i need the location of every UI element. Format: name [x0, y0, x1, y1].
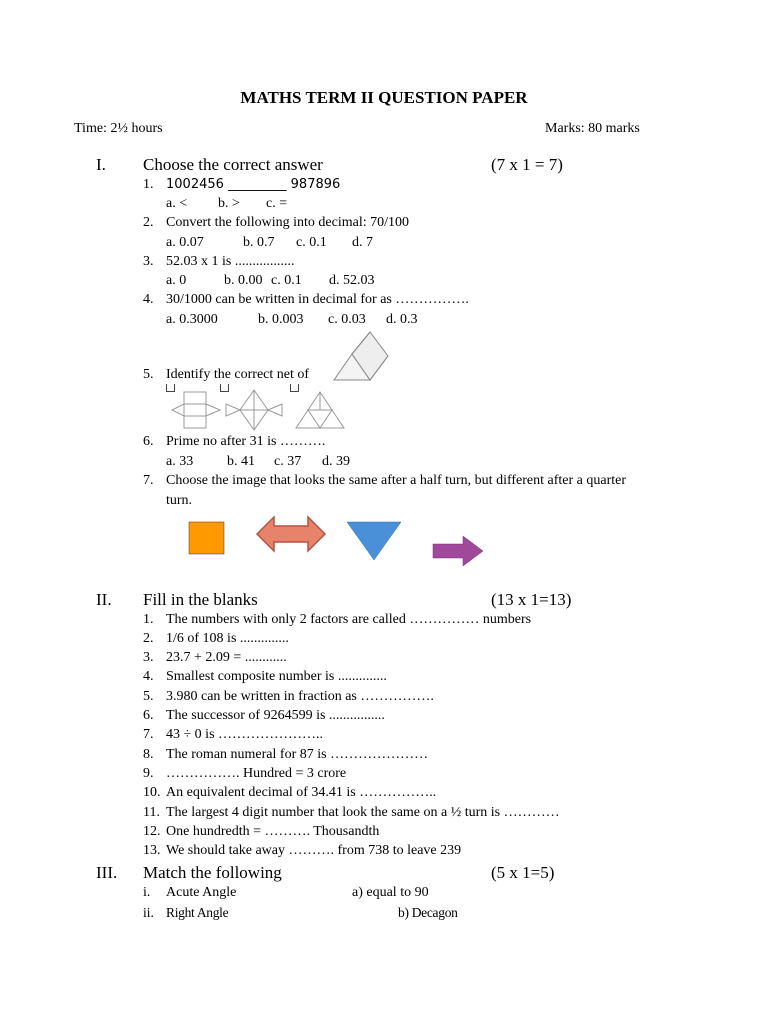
- list-item: [143, 631, 289, 647]
- list-item: [143, 747, 429, 763]
- q2-options: [166, 235, 373, 251]
- section-3-title: Match the following: [143, 863, 282, 882]
- item-text: One hundredth = ………. Thousandth: [166, 824, 380, 839]
- item-text: ……………. Hundred = 3 crore: [166, 766, 347, 781]
- q5-text: Identify the correct net of: [166, 367, 310, 382]
- triangular-prism-image: [330, 332, 394, 384]
- item-number: 10.: [143, 785, 161, 800]
- double-arrow-shape: [257, 516, 325, 552]
- item-text: 3.980 can be written in fraction as …………….: [166, 689, 434, 704]
- item-number: 6.: [143, 708, 154, 723]
- q6-number: 6.: [143, 434, 154, 449]
- match-right-item: a) equal to 90: [352, 885, 429, 900]
- option: b. 0.7: [243, 235, 275, 250]
- item-text: 43 ÷ 0 is …………………..: [166, 727, 324, 742]
- list-item: [143, 650, 287, 666]
- q6-options: [166, 454, 350, 470]
- q3-options: [166, 273, 375, 289]
- option: b. 41: [227, 454, 255, 469]
- list-item: [143, 727, 324, 743]
- item-text: An equivalent decimal of 34.41 is ……………..: [166, 785, 437, 800]
- option: c. 37: [274, 454, 302, 469]
- option: b. >: [218, 196, 240, 211]
- item-text: The largest 4 digit number that look the same on a ½ turn is …………: [166, 805, 560, 820]
- blue-triangle-shape: [347, 522, 401, 560]
- q7-text: Choose the image that looks the same after a half turn, but different after a quarter: [166, 473, 627, 488]
- option: c. 0.03: [328, 312, 366, 327]
- section-3-number: III.: [96, 863, 118, 882]
- item-text: 23.7 + 2.09 = ............: [166, 650, 287, 665]
- option: a. <: [166, 196, 188, 211]
- item-number: 5.: [143, 689, 154, 704]
- q3-number: 3.: [143, 254, 154, 269]
- item-number: 7.: [143, 727, 154, 742]
- marks-label: Marks: 80 marks: [545, 121, 640, 136]
- option: a. 0.07: [166, 235, 204, 250]
- time-label: Time: 2½ hours: [74, 121, 163, 136]
- section-2-title: Fill in the blanks: [143, 590, 258, 609]
- list-item: [143, 612, 532, 628]
- item-number: 8.: [143, 747, 154, 762]
- option: b. 0.00: [224, 273, 263, 288]
- q4-number: 4.: [143, 292, 154, 307]
- net-option-c-image: [292, 390, 348, 430]
- item-text: Smallest composite number is ..............: [166, 669, 387, 684]
- q7-number: 7.: [143, 473, 154, 488]
- option: c. 0.1: [271, 273, 302, 288]
- section-2-marks: (13 x 1=13): [491, 590, 572, 609]
- item-number: 2.: [143, 631, 154, 646]
- list-item: [143, 669, 387, 685]
- q1-options: [166, 196, 287, 212]
- section-1-number: I.: [96, 155, 106, 174]
- q2-number: 2.: [143, 215, 154, 230]
- item-text: 1/6 of 108 is ..............: [166, 631, 289, 646]
- section-1-title: Choose the correct answer: [143, 155, 323, 174]
- option: a. 33: [166, 454, 194, 469]
- list-item: [143, 824, 380, 840]
- q4-options: [166, 312, 418, 328]
- item-number: 12.: [143, 824, 161, 839]
- list-item: [143, 766, 347, 782]
- net-option-b-image: [224, 388, 284, 432]
- list-item: [143, 708, 385, 724]
- q3-text: 52.03 x 1 is .................: [166, 254, 295, 269]
- match-row-number: ii.: [143, 905, 154, 920]
- item-text: We should take away ………. from 738 to leave 239: [166, 843, 462, 858]
- list-item: [143, 805, 560, 821]
- option: c. 0.1: [296, 235, 327, 250]
- q7-text-continued: turn.: [166, 493, 193, 508]
- option: c. =: [266, 196, 288, 211]
- item-text: The successor of 9264599 is ................: [166, 708, 385, 723]
- item-number: 11.: [143, 805, 160, 820]
- item-number: 9.: [143, 766, 154, 781]
- match-row-number: i.: [143, 885, 151, 900]
- section-1-marks: (7 x 1 = 7): [491, 155, 563, 174]
- match-right-item: b) Decagon: [398, 905, 458, 920]
- q1-number: 1.: [143, 177, 154, 192]
- q1-text: 1002456 _________ 987896: [166, 177, 341, 192]
- option: d. 52.03: [329, 273, 375, 288]
- net-option-a-image: [168, 390, 224, 430]
- list-item: [143, 689, 434, 705]
- item-text: The roman numeral for 87 is …………………: [166, 747, 429, 762]
- match-left-item: Acute Angle: [166, 885, 237, 900]
- orange-square-shape: [189, 522, 224, 554]
- option: b. 0.003: [258, 312, 304, 327]
- item-number: 4.: [143, 669, 154, 684]
- q5-number: 5.: [143, 367, 154, 382]
- section-2-number: II.: [96, 590, 112, 609]
- match-left-item: Right Angle: [166, 905, 229, 920]
- item-number: 13.: [143, 843, 161, 858]
- section-3-marks: (5 x 1=5): [491, 863, 555, 882]
- list-item: [143, 843, 462, 859]
- option: a. 0: [166, 273, 187, 288]
- item-number: 1.: [143, 612, 154, 627]
- item-text: The numbers with only 2 factors are called …………… numbers: [166, 612, 532, 627]
- item-number: 3.: [143, 650, 154, 665]
- q4-text: 30/1000 can be written in decimal for as …………….: [166, 292, 469, 307]
- q6-text: Prime no after 31 is ……….: [166, 434, 326, 449]
- option: d. 39: [322, 454, 350, 469]
- option: a. 0.3000: [166, 312, 218, 327]
- option: d. 0.3: [386, 312, 418, 327]
- purple-arrow-shape: [433, 536, 483, 566]
- q2-text: Convert the following into decimal: 70/100: [166, 215, 410, 230]
- option: d. 7: [352, 235, 373, 250]
- list-item: [143, 785, 437, 801]
- page-title: MATHS TERM II QUESTION PAPER: [240, 88, 528, 107]
